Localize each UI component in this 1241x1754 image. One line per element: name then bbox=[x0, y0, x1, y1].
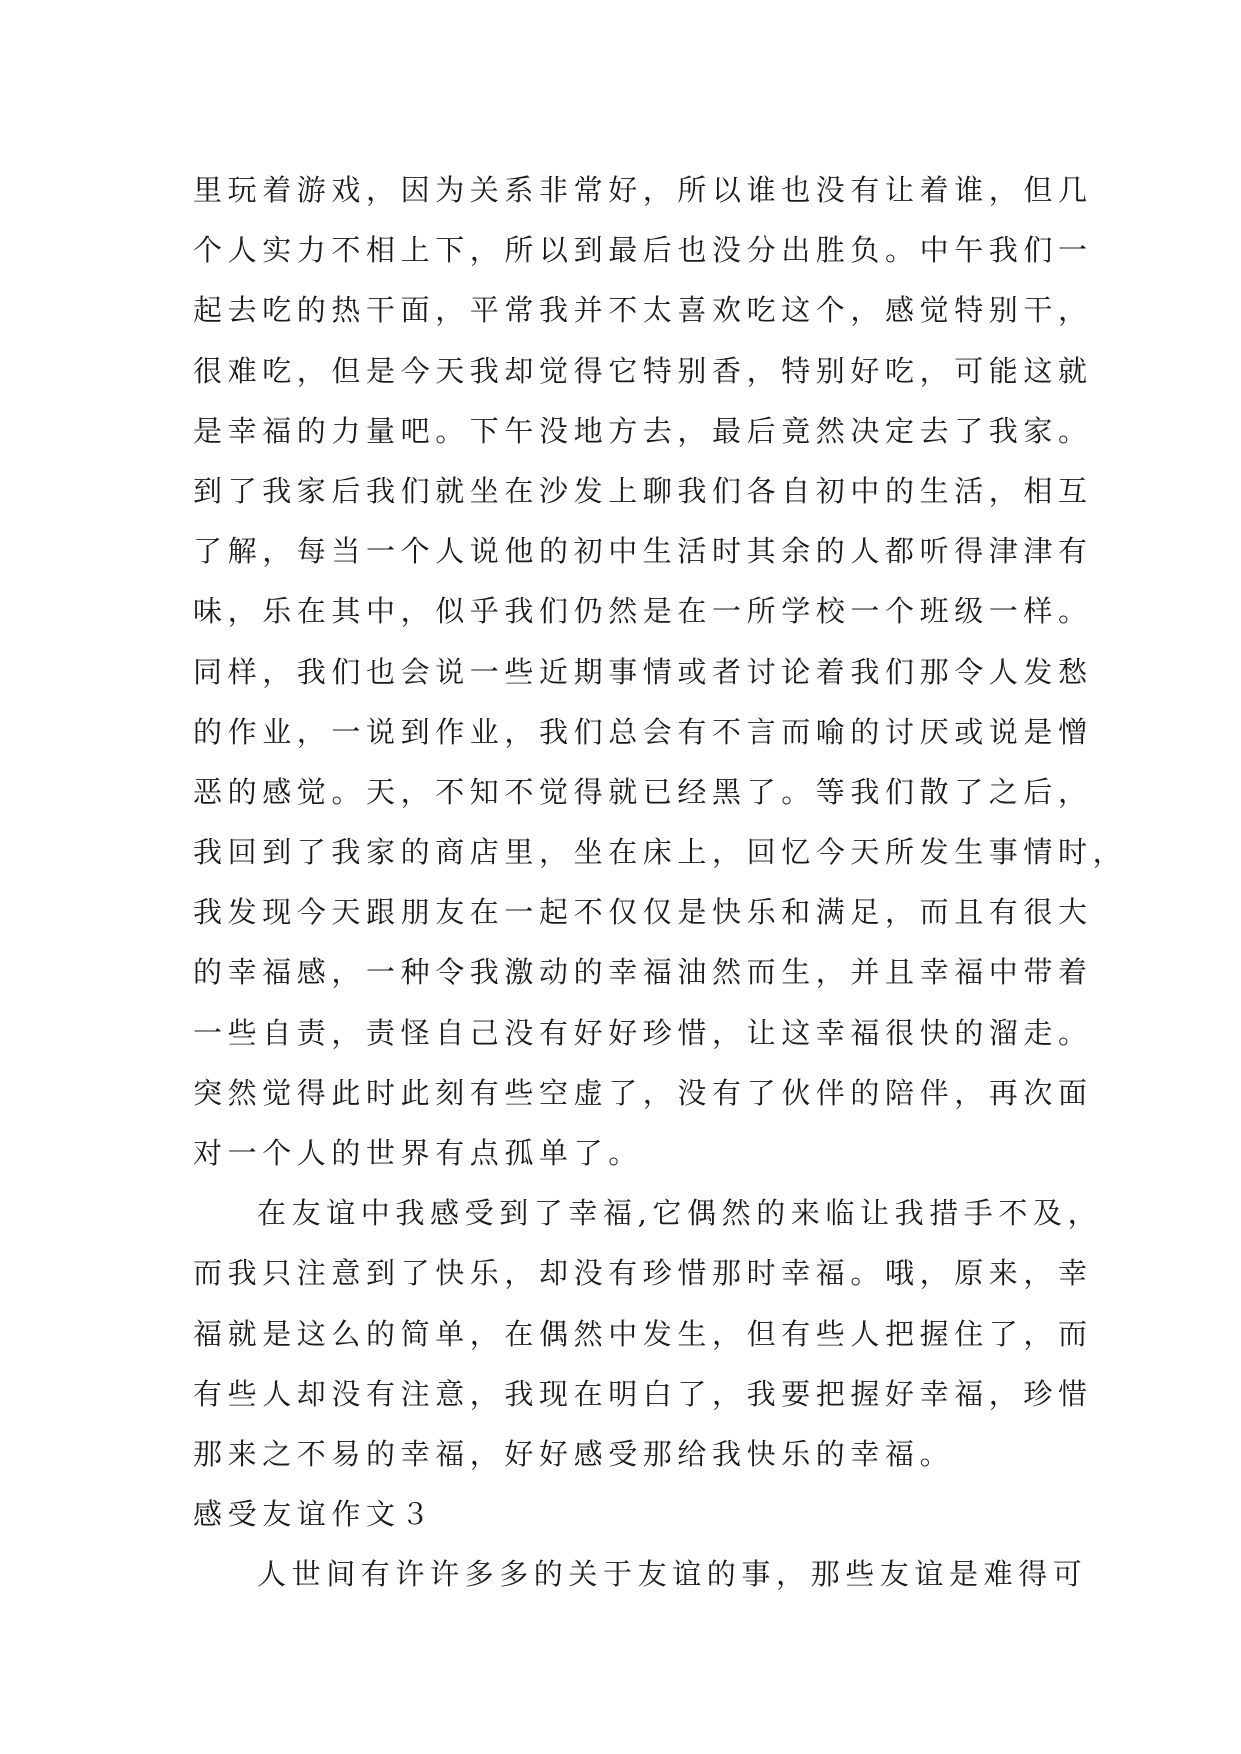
paragraph-start-line: 在友谊中我感受到了幸福,它偶然的来临让我措手不及， bbox=[257, 1196, 1103, 1231]
text-line: 福就是这么的简单，在偶然中发生，但有些人把握住了，而 bbox=[193, 1316, 1093, 1351]
text-line: 有些人却没有注意，我现在明白了，我要把握好幸福，珍惜 bbox=[193, 1376, 1093, 1411]
text-line: 一些自责，责怪自己没有好好珍惜，让这幸福很快的溜走。 bbox=[193, 1015, 1093, 1050]
text-line: 里玩着游戏，因为关系非常好，所以谁也没有让着谁，但几 bbox=[193, 173, 1093, 207]
text-line: 对一个人的世界有点孤单了。 bbox=[193, 1136, 643, 1170]
text-line: 个人实力不相上下，所以到最后也没分出胜负。中午我们一 bbox=[193, 233, 1093, 268]
text-line: 突然觉得此时此刻有些空虚了，没有了伙伴的陪伴，再次面 bbox=[193, 1075, 1093, 1110]
text-line: 我回到了我家的商店里，坐在床上，回忆今天所发生事情时， bbox=[193, 835, 1128, 870]
text-line: 恶的感觉。天，不知不觉得就已经黑了。等我们散了之后， bbox=[193, 774, 1093, 809]
text-line: 了解，每当一个人说他的初中生活时其余的人都听得津津有 bbox=[193, 534, 1093, 569]
text-line: 我发现今天跟朋友在一起不仅仅是快乐和满足，而且有很大 bbox=[193, 895, 1093, 930]
text-line: 是幸福的力量吧。下午没地方去，最后竟然决定去了我家。 bbox=[193, 413, 1093, 448]
text-line: 很难吃，但是今天我却觉得它特别香，特别好吃，可能这就 bbox=[193, 353, 1093, 388]
text-line: 而我只注意到了快乐，却没有珍惜那时幸福。哦，原来，幸 bbox=[193, 1256, 1093, 1291]
section-heading: 感受友谊作文３ bbox=[193, 1497, 436, 1532]
text-line: 同样，我们也会说一些近期事情或者讨论着我们那令人发愁 bbox=[193, 654, 1093, 689]
text-line: 那来之不易的幸福，好好感受那给我快乐的幸福。 bbox=[193, 1436, 955, 1471]
text-line: 到了我家后我们就坐在沙发上聊我们各自初中的生活，相互 bbox=[193, 473, 1093, 508]
essay-body bbox=[193, 160, 1128, 1605]
text-line: 的作业，一说到作业，我们总会有不言而喻的讨厌或说是憎 bbox=[193, 714, 1093, 749]
text-line: 味，乐在其中，似乎我们仍然是在一所学校一个班级一样。 bbox=[193, 594, 1093, 629]
text-line: 起去吃的热干面，平常我并不太喜欢吃这个，感觉特别干， bbox=[193, 293, 1093, 328]
paragraph-start-line: 人世间有许许多多的关于友谊的事，那些友谊是难得可 bbox=[257, 1557, 1088, 1592]
text-line: 的幸福感，一种令我激动的幸福油然而生，并且幸福中带着 bbox=[193, 955, 1093, 990]
